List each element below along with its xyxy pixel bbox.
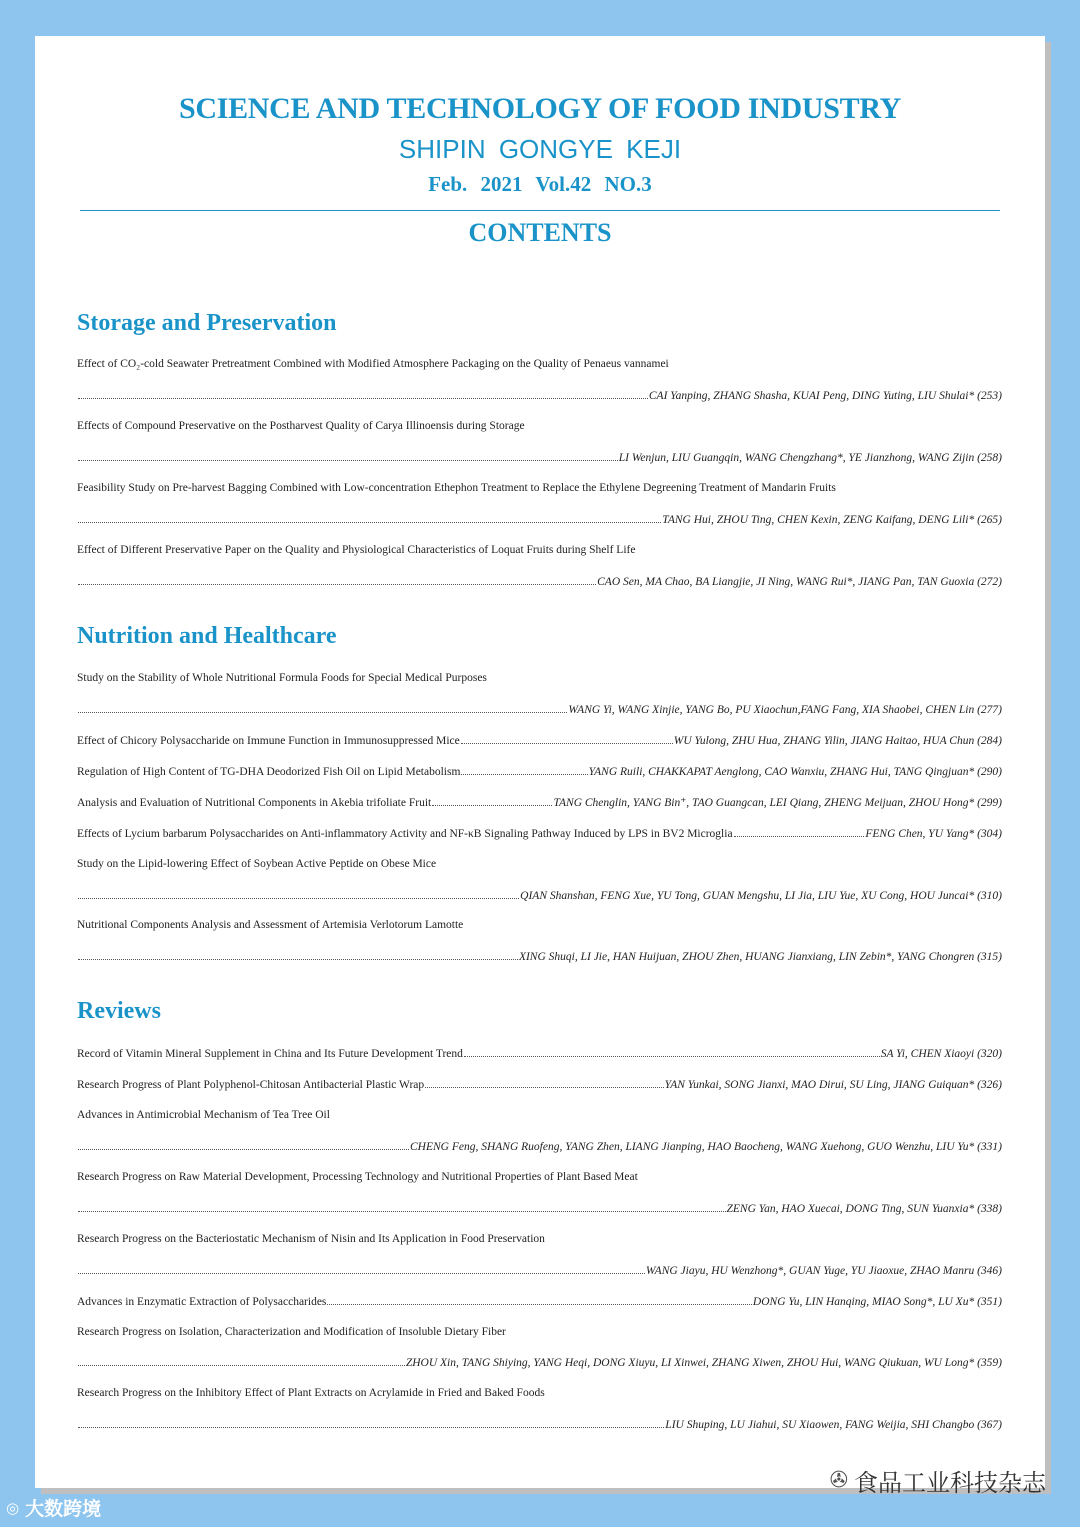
entry-authors: FENG Chen, YU Yang* (304) [865,828,1002,840]
entry-author-line[interactable] [77,948,1002,964]
leader-dots [78,948,518,960]
entry-authors: TANG Hui, ZHOU Ting, CHEN Kexin, ZENG Kaifang, DENG Lili* (265) [662,514,1002,526]
leader-dots [78,1416,664,1428]
leader-dots [425,1076,663,1088]
entry-authors: XING Shuqi, LI Jie, HAN Huijuan, ZHOU Zhen, HUANG Jianxiang, LIN Zebin*, YANG Chongren (315) [518,951,1002,963]
brand-logo-icon: ◎ [6,1498,20,1517]
section-heading: Storage and Preservation [77,310,337,336]
entry-line[interactable] [77,732,1002,748]
entry-authors: WANG Jiayu, HU Wenzhong*, GUAN Yuge, YU Jiaoxue, ZHAO Manru (346) [645,1265,1002,1277]
entry-line[interactable] [77,763,1002,779]
entry-title-line[interactable] [77,1107,1002,1123]
entry-title: Study on the Stability of Whole Nutritional Formula Foods for Special Medical Purposes [77,672,487,684]
header-divider [80,210,1000,211]
leader-dots [464,1045,880,1057]
leader-dots [78,887,519,899]
entry-title: Nutritional Components Analysis and Assessment of Artemisia Verlotorum Lamotte [77,919,464,931]
leader-dots [78,387,648,399]
entry-title: Effects of Lycium barbarum Polysaccharides on Anti-inflammatory Activity and NF-κB Signaling Pathway Induced by LPS in BV2 Microglia [77,828,733,840]
leader-dots [78,1200,726,1212]
leader-dots [327,1293,752,1305]
entry-authors: YANG Ruili, CHAKKAPAT Aenglong, CAO Wanxiu, ZHANG Hui, TANG Qingjuan* (290) [588,766,1002,778]
entry-authors: LIU Shuping, LU Jiahui, SU Xiaowen, FANG Weijia, SHI Changbo (367) [665,1419,1002,1431]
entry-title-line[interactable] [77,418,1002,434]
entry-author-line[interactable] [77,887,1002,903]
entry-authors: YAN Yunkai, SONG Jianxi, MAO Dirui, SU Ling, JIANG Guiquan* (326) [664,1079,1002,1091]
entry-title: Effects of Compound Preservative on the Postharvest Quality of Carya Illinoensis during Storage [77,420,525,432]
entry-author-line[interactable] [77,1262,1002,1278]
entry-title: Research Progress on Isolation, Characterization and Modification of Insoluble Dietary Fiber [77,1326,506,1338]
contents-page [35,36,1045,1488]
section-heading: Nutrition and Healthcare [77,623,337,649]
corner-brand-name: 大数跨境 [25,1498,102,1520]
journal-subtitle: SHIPIN GONGYE KEJI [398,134,682,164]
contents-heading: CONTENTS [468,218,612,247]
wechat-watermark [830,1463,1046,1498]
leader-dots [78,1262,645,1274]
entry-author-line[interactable] [77,701,1002,717]
entry-title: Advances in Enzymatic Extraction of Polysaccharides [77,1296,327,1308]
entry-title: Feasibility Study on Pre-harvest Bagging Combined with Low-concentration Ethephon Treatment to Replace the Ethylene Degreening Treatment of Mandarin Fruits [77,482,836,494]
entry-title: Regulation of High Content of TG-DHA Deodorized Fish Oil on Lipid Metabolism [77,766,461,778]
entry-authors: CAO Sen, MA Chao, BA Liangjie, JI Ning, WANG Rui*, JIANG Pan, TAN Guoxia (272) [597,576,1002,588]
wechat-icon: ✇ [829,1468,848,1493]
entry-title-line[interactable] [77,1385,1002,1401]
entry-authors: CHENG Feng, SHANG Ruofeng, YANG Zhen, LIANG Jianping, HAO Baocheng, WANG Xuehong, GUO Wenzhu, LIU Yu* (331) [410,1141,1002,1153]
entry-title: Research Progress of Plant Polyphenol-Chitosan Antibacterial Plastic Wrap [77,1079,425,1091]
entry-author-line[interactable] [77,449,1002,465]
entry-authors: ZHOU Xin, TANG Shiying, YANG Heqi, DONG Xiuyu, LI Xinwei, ZHANG Xiwen, ZHOU Hui, WANG Qiukuan, WU Long* (359) [405,1357,1002,1369]
entry-title: Research Progress on the Inhibitory Effect of Plant Extracts on Acrylamide in Fried and Baked Foods [77,1387,545,1399]
entry-title-line[interactable] [77,1324,1002,1340]
entry-line[interactable] [77,794,1002,810]
entry-title-line[interactable] [77,1169,1002,1185]
entry-title-line[interactable] [77,917,1002,933]
entry-title-line[interactable] [77,542,1002,558]
leader-dots [78,701,567,713]
entry-authors: WU Yulong, ZHU Hua, ZHANG Yilin, JIANG Haitao, HUA Chun (284) [673,735,1002,747]
entry-title: Record of Vitamin Mineral Supplement in China and Its Future Development Trend [77,1048,463,1060]
journal-title: SCIENCE AND TECHNOLOGY OF FOOD INDUSTRY [178,92,902,125]
leader-dots [461,732,673,744]
entry-line[interactable] [77,1045,1002,1061]
entry-title: Analysis and Evaluation of Nutritional Components in Akebia trifoliate Fruit [77,797,432,809]
entry-line[interactable] [77,825,1002,841]
entry-title: Effect of Different Preservative Paper on the Quality and Physiological Characteristics of Loquat Fruits during Shelf Life [77,544,636,556]
entry-author-line[interactable] [77,511,1002,527]
entry-author-line[interactable] [77,1138,1002,1154]
entry-title: Effect of Chicory Polysaccharide on Immune Function in Immunosuppressed Mice [77,735,460,747]
entry-author-line[interactable] [77,1416,1002,1432]
leader-dots [432,794,552,806]
entry-title: Effect of CO₂-cold Seawater Pretreatment Combined with Modified Atmosphere Packaging on the Quality of Penaeus vannamei [77,358,669,370]
entry-authors: TANG Chenglin, YANG Bin⁺, TAO Guangcan, LEI Qiang, ZHENG Meijuan, ZHOU Hong* (299) [553,797,1002,809]
entry-authors: LI Wenjun, LIU Guangqin, WANG Chengzhang*, YE Jianzhong, WANG Zijin (258) [618,452,1002,464]
entry-authors: ZENG Yan, HAO Xuecai, DONG Ting, SUN Yuanxia* (338) [726,1203,1002,1215]
entry-title-line[interactable] [77,670,1002,686]
entry-title-line[interactable] [77,356,1002,372]
entry-authors: QIAN Shanshan, FENG Xue, YU Tong, GUAN Mengshu, LI Jia, LIU Yue, XU Cong, HOU Juncai* (310) [520,890,1002,902]
entry-authors: WANG Yi, WANG Xinjie, YANG Bo, PU Xiaochun,FANG Fang, XIA Shaobei, CHEN Lin (277) [568,704,1002,716]
corner-watermark [6,1494,101,1521]
entry-title-line[interactable] [77,480,1002,496]
leader-dots [78,573,596,585]
entry-authors: SA Yi, CHEN Xiaoyi (320) [880,1048,1002,1060]
leader-dots [78,511,661,523]
leader-dots [78,1354,405,1366]
leader-dots [78,449,618,461]
entry-title: Advances in Antimicrobial Mechanism of Tea Tree Oil [77,1109,330,1121]
entry-line[interactable] [77,1076,1002,1092]
entry-title-line[interactable] [77,856,1002,872]
wechat-account-name: 食品工业科技杂志 [854,1469,1046,1497]
entry-authors: CAI Yanping, ZHANG Shasha, KUAI Peng, DING Yuting, LIU Shulai* (253) [648,390,1002,402]
section-heading: Reviews [77,998,161,1024]
entry-author-line[interactable] [77,1354,1002,1370]
leader-dots [461,763,587,775]
entry-title: Research Progress on Raw Material Development, Processing Technology and Nutritional Properties of Plant Based Meat [77,1171,638,1183]
entry-author-line[interactable] [77,387,1002,403]
entry-author-line[interactable] [77,573,1002,589]
entry-title: Research Progress on the Bacteriostatic Mechanism of Nisin and Its Application in Food Preservation [77,1233,545,1245]
entry-title: Study on the Lipid-lowering Effect of Soybean Active Peptide on Obese Mice [77,858,437,870]
leader-dots [734,825,865,837]
entry-author-line[interactable] [77,1200,1002,1216]
entry-line[interactable] [77,1293,1002,1309]
leader-dots [78,1138,409,1150]
journal-issue: Feb. 2021 Vol.42 NO.3 [428,172,652,196]
entry-authors: DONG Yu, LIN Hanqing, MIAO Song*, LU Xu* (351) [752,1296,1002,1308]
entry-title-line[interactable] [77,1231,1002,1247]
